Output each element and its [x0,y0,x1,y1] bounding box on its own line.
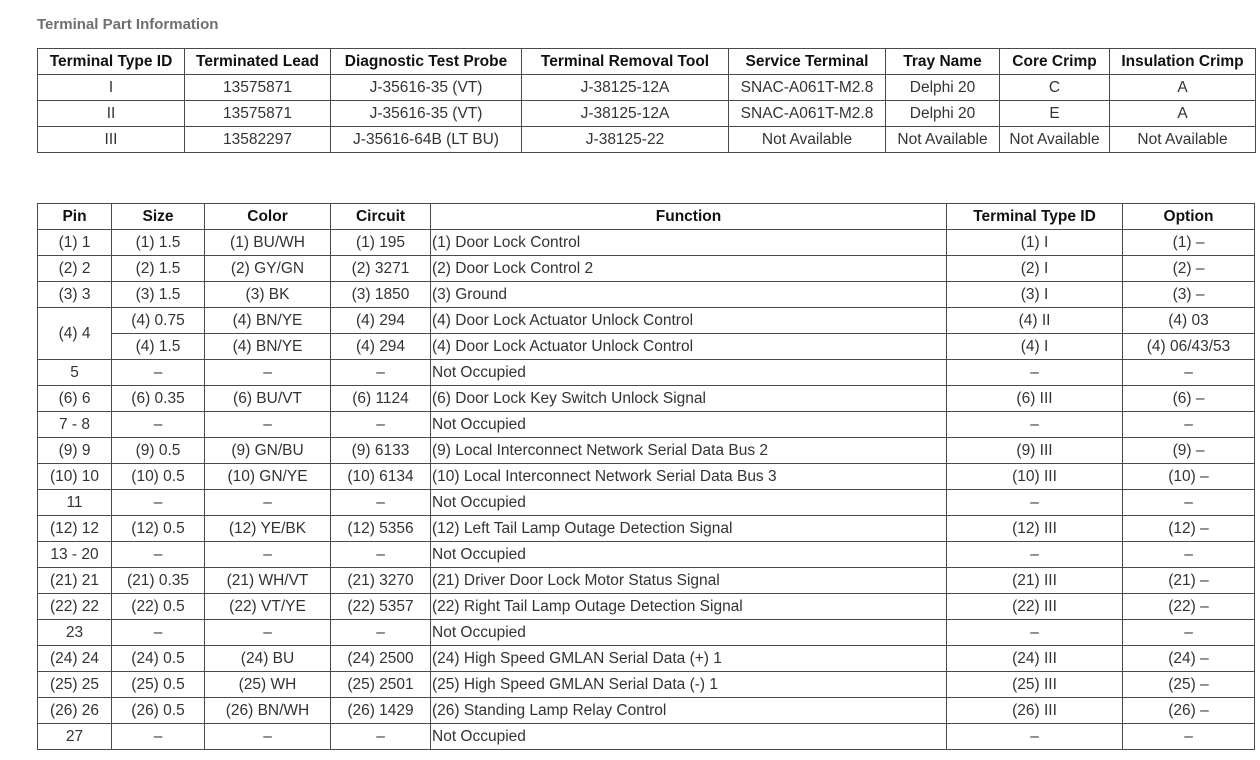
table-row [38,698,1255,724]
column-header: Core Crimp [1000,49,1110,75]
table-cell: (3) 1850 [331,282,431,308]
table-cell: (3) 1.5 [112,282,205,308]
table-cell: (9) III [947,438,1123,464]
table-cell: (4) 294 [331,334,431,360]
table-cell: (3) – [1123,282,1255,308]
pin-cell: 27 [38,724,112,750]
table-cell: – [112,542,205,568]
function-cell: (1) Door Lock Control [431,230,947,256]
function-cell: (21) Driver Door Lock Motor Status Signal [431,568,947,594]
function-cell: (25) High Speed GMLAN Serial Data (-) 1 [431,672,947,698]
table-cell: (24) BU [205,646,331,672]
function-cell: (26) Standing Lamp Relay Control [431,698,947,724]
function-cell: Not Occupied [431,542,947,568]
table-cell: – [112,360,205,386]
table-cell: (12) – [1123,516,1255,542]
pin-table-header [38,204,1255,230]
table-cell: (1) BU/WH [205,230,331,256]
table-cell: – [205,360,331,386]
table-cell: (22) – [1123,594,1255,620]
function-cell: (10) Local Interconnect Network Serial Data Bus 3 [431,464,947,490]
table-cell: – [205,724,331,750]
pin-cell: (24) 24 [38,646,112,672]
table-cell: – [1123,412,1255,438]
table-cell: (2) – [1123,256,1255,282]
column-header: Size [112,204,205,230]
column-header: Terminal Type ID [38,49,185,75]
table-cell: (4) 03 [1123,308,1255,334]
table-cell: – [1123,724,1255,750]
table-cell: (9) 6133 [331,438,431,464]
table-cell: (21) 0.35 [112,568,205,594]
table-cell: (3) BK [205,282,331,308]
table-cell: (4) I [947,334,1123,360]
pin-cell: (2) 2 [38,256,112,282]
table-cell: II [38,101,185,127]
table-cell: (12) III [947,516,1123,542]
table-cell: – [112,490,205,516]
table-cell: J-38125-22 [522,127,729,153]
terminal-part-table [37,48,1256,153]
table-cell: (2) 1.5 [112,256,205,282]
table-cell: (10) GN/YE [205,464,331,490]
table-row [38,646,1255,672]
table-row [38,360,1255,386]
table-cell: (1) 195 [331,230,431,256]
pin-cell: 7 - 8 [38,412,112,438]
table-cell: (12) YE/BK [205,516,331,542]
table-cell: Not Available [1110,127,1256,153]
table-cell: – [1123,620,1255,646]
table-cell: – [112,620,205,646]
pin-cell: (1) 1 [38,230,112,256]
table-row [38,594,1255,620]
table-row [38,542,1255,568]
pin-cell: (6) 6 [38,386,112,412]
table-cell: – [205,542,331,568]
table-row [38,101,1256,127]
pin-assignment-table [37,203,1255,750]
pin-cell: 23 [38,620,112,646]
table-cell: Delphi 20 [886,75,1000,101]
table-row [38,230,1255,256]
pin-cell: (3) 3 [38,282,112,308]
table-row [38,256,1255,282]
table-cell: (4) BN/YE [205,334,331,360]
function-cell: (9) Local Interconnect Network Serial Data Bus 2 [431,438,947,464]
function-cell: (4) Door Lock Actuator Unlock Control [431,308,947,334]
function-cell: (6) Door Lock Key Switch Unlock Signal [431,386,947,412]
table-row [38,490,1255,516]
pin-cell: (9) 9 [38,438,112,464]
table-cell: J-38125-12A [522,101,729,127]
table-cell: 13575871 [185,101,331,127]
column-header: Pin [38,204,112,230]
table-cell: (1) – [1123,230,1255,256]
table-cell: (1) I [947,230,1123,256]
table-cell: (6) 0.35 [112,386,205,412]
table-row [38,412,1255,438]
table-cell: – [331,360,431,386]
header-row [38,49,1256,75]
table-cell: SNAC-A061T-M2.8 [729,75,886,101]
table-cell: (25) – [1123,672,1255,698]
table-cell: – [205,620,331,646]
table-cell: (10) III [947,464,1123,490]
table-row [38,568,1255,594]
function-cell: Not Occupied [431,490,947,516]
table-cell: A [1110,75,1256,101]
table-cell: (25) 0.5 [112,672,205,698]
terminal-table-header [38,49,1256,75]
table-cell: (4) II [947,308,1123,334]
table-cell: (24) – [1123,646,1255,672]
table-cell: (2) I [947,256,1123,282]
table-cell: (25) 2501 [331,672,431,698]
table-cell: (4) 0.75 [112,308,205,334]
table-cell: (22) 5357 [331,594,431,620]
function-cell: (4) Door Lock Actuator Unlock Control [431,334,947,360]
table-cell: – [331,542,431,568]
table-cell: (1) 1.5 [112,230,205,256]
table-cell: (21) WH/VT [205,568,331,594]
table-cell: (3) I [947,282,1123,308]
function-cell: Not Occupied [431,412,947,438]
table-cell: (22) VT/YE [205,594,331,620]
table-row [38,308,1255,334]
pin-table-body [38,230,1255,750]
table-row [38,438,1255,464]
table-cell: – [331,412,431,438]
table-cell: Not Available [729,127,886,153]
table-cell: (26) BN/WH [205,698,331,724]
table-cell: SNAC-A061T-M2.8 [729,101,886,127]
function-cell: Not Occupied [431,724,947,750]
table-row [38,724,1255,750]
table-cell: – [947,542,1123,568]
table-cell: (10) 0.5 [112,464,205,490]
pin-cell: (26) 26 [38,698,112,724]
table-cell: Not Available [1000,127,1110,153]
table-cell: – [947,360,1123,386]
column-header: Terminated Lead [185,49,331,75]
function-cell: Not Occupied [431,620,947,646]
table-cell: E [1000,101,1110,127]
table-cell: 13575871 [185,75,331,101]
table-row [38,334,1255,360]
table-row [38,672,1255,698]
column-header: Tray Name [886,49,1000,75]
table-cell: (22) III [947,594,1123,620]
pin-cell: (4) 4 [38,308,112,360]
table-cell: – [947,490,1123,516]
pin-cell: (21) 21 [38,568,112,594]
section-heading: Terminal Part Information [37,16,219,33]
table-cell: 13582297 [185,127,331,153]
table-cell: (6) BU/VT [205,386,331,412]
table-cell: (22) 0.5 [112,594,205,620]
function-cell: (12) Left Tail Lamp Outage Detection Signal [431,516,947,542]
table-cell: (6) – [1123,386,1255,412]
function-cell: (24) High Speed GMLAN Serial Data (+) 1 [431,646,947,672]
column-header: Terminal Type ID [947,204,1123,230]
table-cell: – [947,412,1123,438]
table-cell: (4) 06/43/53 [1123,334,1255,360]
table-cell: J-35616-35 (VT) [331,101,522,127]
table-row [38,386,1255,412]
column-header: Service Terminal [729,49,886,75]
table-cell: C [1000,75,1110,101]
column-header: Option [1123,204,1255,230]
pin-cell: 13 - 20 [38,542,112,568]
pin-cell: (10) 10 [38,464,112,490]
table-cell: (24) III [947,646,1123,672]
table-cell: (4) 1.5 [112,334,205,360]
table-cell: – [947,724,1123,750]
table-cell: (9) GN/BU [205,438,331,464]
terminal-table-body [38,75,1256,153]
table-cell: (6) III [947,386,1123,412]
table-cell: III [38,127,185,153]
function-cell: (3) Ground [431,282,947,308]
column-header: Terminal Removal Tool [522,49,729,75]
table-cell: (2) GY/GN [205,256,331,282]
function-cell: Not Occupied [431,360,947,386]
table-cell: (25) III [947,672,1123,698]
table-cell: – [331,724,431,750]
pin-cell: (12) 12 [38,516,112,542]
table-cell: J-35616-35 (VT) [331,75,522,101]
column-header: Color [205,204,331,230]
table-cell: (9) – [1123,438,1255,464]
table-cell: (12) 5356 [331,516,431,542]
table-cell: – [205,490,331,516]
table-cell: (21) 3270 [331,568,431,594]
table-row [38,127,1256,153]
table-cell: (2) 3271 [331,256,431,282]
table-cell: (26) 1429 [331,698,431,724]
table-cell: (21) – [1123,568,1255,594]
table-cell: – [112,412,205,438]
table-cell: (26) – [1123,698,1255,724]
table-cell: (6) 1124 [331,386,431,412]
table-cell: J-38125-12A [522,75,729,101]
function-cell: (22) Right Tail Lamp Outage Detection Signal [431,594,947,620]
function-cell: (2) Door Lock Control 2 [431,256,947,282]
table-cell: (10) – [1123,464,1255,490]
column-header: Circuit [331,204,431,230]
table-cell: (25) WH [205,672,331,698]
table-cell: (21) III [947,568,1123,594]
table-cell: A [1110,101,1256,127]
pin-cell: (22) 22 [38,594,112,620]
table-row [38,620,1255,646]
table-cell: (24) 0.5 [112,646,205,672]
table-cell: – [1123,490,1255,516]
table-cell: (4) 294 [331,308,431,334]
table-cell: Not Available [886,127,1000,153]
pin-cell: 11 [38,490,112,516]
table-cell: (9) 0.5 [112,438,205,464]
table-cell: – [1123,542,1255,568]
header-row [38,204,1255,230]
table-cell: (4) BN/YE [205,308,331,334]
table-cell: – [1123,360,1255,386]
column-header: Diagnostic Test Probe [331,49,522,75]
column-header: Function [431,204,947,230]
table-cell: I [38,75,185,101]
table-row [38,516,1255,542]
table-cell: – [331,490,431,516]
table-cell: Delphi 20 [886,101,1000,127]
table-row [38,464,1255,490]
pin-cell: (25) 25 [38,672,112,698]
table-cell: J-35616-64B (LT BU) [331,127,522,153]
table-cell: – [947,620,1123,646]
table-cell: – [331,620,431,646]
table-cell: – [205,412,331,438]
table-cell: (12) 0.5 [112,516,205,542]
table-row [38,282,1255,308]
table-cell: (24) 2500 [331,646,431,672]
table-cell: – [112,724,205,750]
table-row [38,75,1256,101]
table-cell: (10) 6134 [331,464,431,490]
column-header: Insulation Crimp [1110,49,1256,75]
pin-cell: 5 [38,360,112,386]
table-cell: (26) III [947,698,1123,724]
table-cell: (26) 0.5 [112,698,205,724]
